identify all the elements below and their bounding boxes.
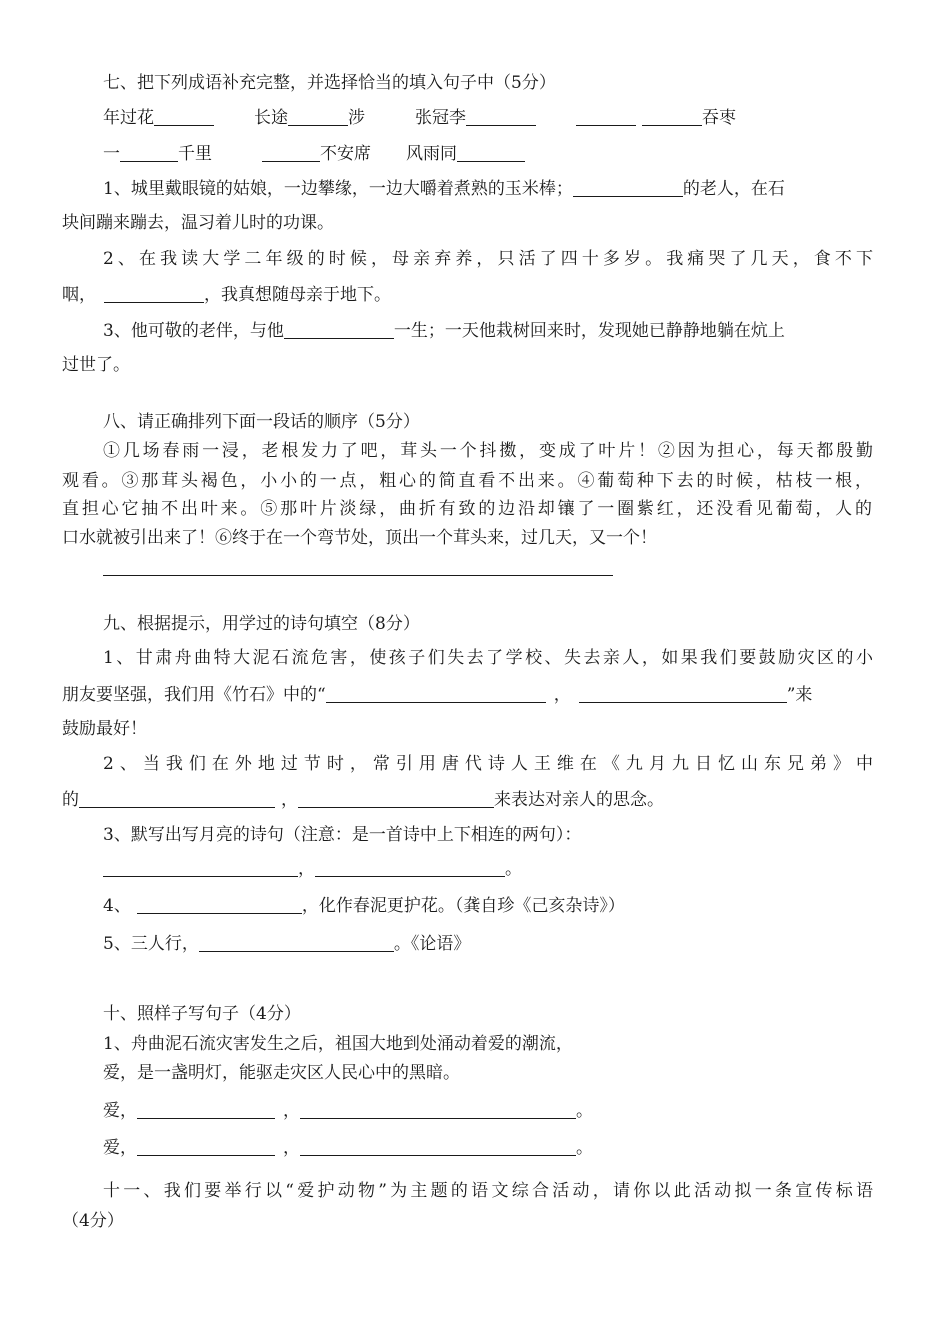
blank[interactable] [103, 858, 298, 877]
section-10-title: 十、照样子写句子（4分） [103, 1004, 301, 1024]
s8-paragraph-line-3: 直担心它抽不出叶来。⑤那叶片淡绿，曲折有致的边沿却镶了一圈紫红，还没看见葡萄，人的 [62, 499, 872, 519]
s7-q2-line-b: 咽， ，我真想随母亲于地下。 [62, 285, 391, 305]
section-7-title: 七、把下列成语补充完整，并选择恰当的填入句子中（5分） [103, 73, 556, 93]
s10-answer-row-2: 爱， ， 。 [103, 1138, 593, 1158]
blank[interactable] [300, 1100, 576, 1119]
s9-q1-line-c: 鼓励最好！ [62, 719, 147, 739]
blank[interactable] [288, 107, 348, 126]
blank[interactable] [120, 143, 178, 162]
s9-q1-line-b: 朋友要坚强，我们用《竹石》中的“ ， ”来 [62, 685, 813, 705]
s9-q1-line-a: 1、甘肃舟曲特大泥石流危害，使孩子们失去了学校、失去亲人，如果我们要鼓励灾区的小 [103, 648, 873, 668]
blank[interactable] [298, 789, 494, 808]
s7-q3-line-b: 过世了。 [62, 355, 130, 375]
idiom-row-2: 一 千里 不安席 风雨同 [103, 143, 873, 165]
s7-q1-line-a: 1、城里戴眼镜的姑娘，一边攀缘，一边大嚼着煮熟的玉米棒； 的老人，在石 [103, 179, 785, 199]
s7-q1-line-b: 块间蹦来蹦去，温习着儿时的功课。 [62, 213, 334, 233]
blank[interactable] [104, 284, 204, 303]
s8-paragraph-line-4: 口水就被引出来了！⑥终于在一个弯节处，顶出一个茸头来，过几天，又一个！ [62, 528, 657, 548]
blank[interactable] [137, 1137, 275, 1156]
s8-paragraph-line-1: ①几场春雨一浸，老根发力了吧，茸头一个抖擞，变成了叶片！②因为担心，每天都殷勤 [103, 441, 873, 461]
blank[interactable] [642, 107, 702, 126]
blank[interactable] [154, 107, 214, 126]
s9-q5: 5、三人行， 。《论语》 [103, 934, 471, 954]
s9-q4: 4、 ，化作春泥更护花。（龚自珍《己亥杂诗》） [103, 896, 625, 916]
blank[interactable] [457, 143, 525, 162]
s9-q3-line-b: ， 。 [103, 858, 873, 880]
blank[interactable] [573, 178, 683, 197]
s7-q2-line-a: 2、在我读大学二年级的时候，母亲弃养，只活了四十多岁。我痛哭了几天，食不下 [103, 249, 873, 269]
blank[interactable] [466, 107, 536, 126]
blank[interactable] [137, 895, 302, 914]
s9-q2-line-b: 的 ， 来表达对亲人的思念。 [62, 790, 664, 810]
blank[interactable] [284, 320, 394, 339]
blank[interactable] [300, 1137, 576, 1156]
s10-q1: 1、舟曲泥石流灾害发生之后，祖国大地到处涌动着爱的潮流， [103, 1034, 573, 1054]
answer-line[interactable] [103, 575, 613, 576]
blank[interactable] [315, 858, 505, 877]
idiom-row-1: 年过花 长途 涉 张冠李 吞枣 [103, 108, 736, 128]
s10-answer-row-1: 爱， ， 。 [103, 1101, 593, 1121]
blank[interactable] [579, 684, 787, 703]
s10-example: 爱，是一盏明灯，能驱走灾区人民心中的黑暗。 [103, 1063, 460, 1083]
blank[interactable] [262, 143, 320, 162]
blank[interactable] [137, 1100, 275, 1119]
s9-q3-line-a: 3、默写出写月亮的诗句（注意：是一首诗中上下相连的两句）： [103, 825, 582, 845]
s8-paragraph-line-2: 观看。③那茸头褐色，小小的一点，粗心的简直看不出来。④葡萄种下去的时候，枯枝一根， [62, 471, 872, 491]
section-11-score: （4分） [62, 1211, 124, 1231]
blank[interactable] [576, 107, 636, 126]
s7-q3-line-a: 3、他可敬的老伴，与他 一生；一天他栽树回来时，发现她已静静地躺在炕上 [103, 321, 785, 341]
blank[interactable] [326, 684, 546, 703]
s9-q2-line-a: 2、当我们在外地过节时，常引用唐代诗人王维在《九月九日忆山东兄弟》中 [103, 754, 873, 774]
section-9-title: 九、根据提示，用学过的诗句填空（8分） [103, 614, 420, 634]
blank[interactable] [79, 789, 275, 808]
section-11-title: 十一、我们要举行以“爱护动物”为主题的语文综合活动，请你以此活动拟一条宣传标语 [103, 1181, 873, 1201]
section-8-title: 八、请正确排列下面一段话的顺序（5分） [103, 412, 420, 432]
blank[interactable] [199, 933, 394, 952]
